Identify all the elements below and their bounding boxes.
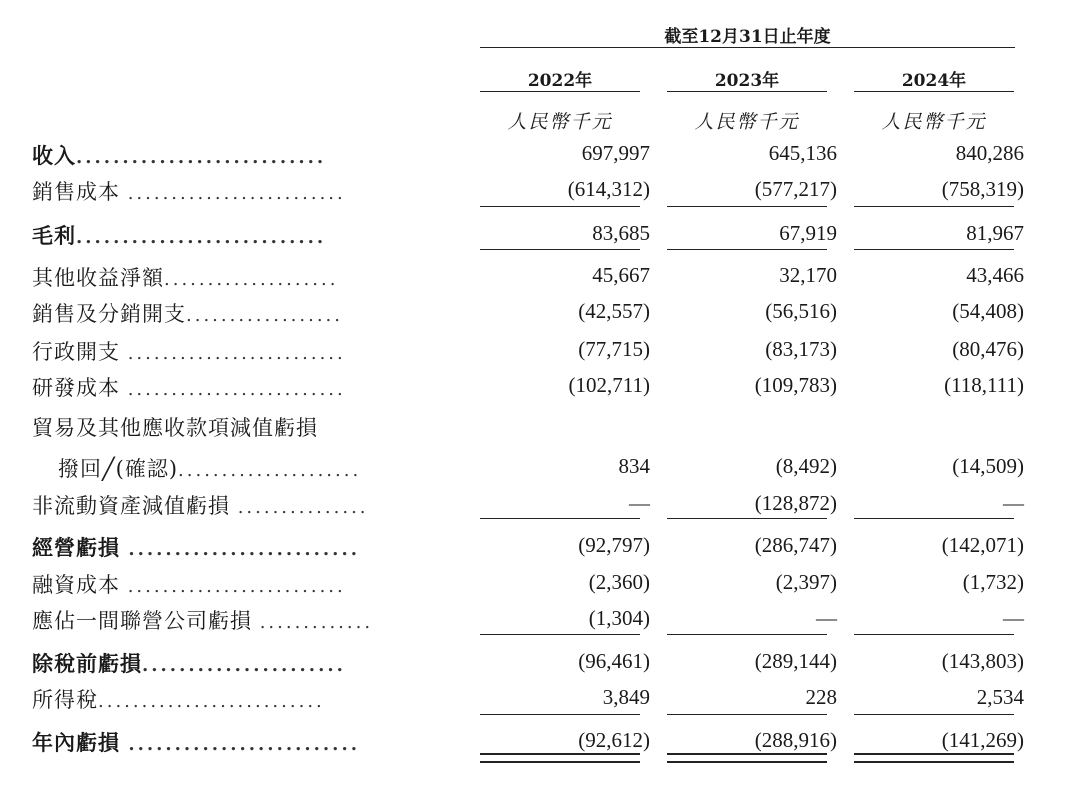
row-value: — [816, 606, 837, 630]
subtotal-rule [480, 634, 640, 635]
row-value: 83,685 [592, 221, 650, 245]
row-label-revenue: 收入........................... [32, 143, 327, 168]
row-value: 840,286 [955, 141, 1024, 165]
total-double-rule [480, 753, 640, 763]
row-label-noncurrent-impairment: 非流動資產減值虧損 ............... [32, 494, 369, 518]
row-value: (14,509) [952, 454, 1024, 478]
row-label-cost-of-sales: 銷售成本 ......................... [32, 180, 346, 204]
row-label-finance-costs: 融資成本 ......................... [32, 573, 346, 597]
row-value: (109,783) [754, 373, 837, 397]
unit-2023: 人民幣千元 [694, 111, 800, 133]
year-rule-2023 [667, 91, 827, 92]
unit-2024: 人民幣千元 [881, 111, 987, 133]
row-value: (80,476) [952, 337, 1024, 361]
subtotal-rule [854, 518, 1014, 519]
row-value: 697,997 [581, 141, 650, 165]
row-value: (128,872) [754, 491, 837, 515]
row-value: 32,170 [779, 263, 837, 287]
row-value: (289,144) [754, 649, 837, 673]
year-rule-2022 [480, 91, 640, 92]
row-value: — [629, 491, 650, 515]
row-value: 3,849 [602, 685, 650, 709]
year-2024: 2024年 [901, 71, 967, 91]
row-value: (142,071) [941, 533, 1024, 557]
row-value: 67,919 [779, 221, 837, 245]
row-value: (577,217) [754, 177, 837, 201]
row-value: (8,492) [775, 454, 837, 478]
subtotal-rule [854, 634, 1014, 635]
row-label-gross-profit: 毛利........................... [32, 223, 327, 248]
row-value: 228 [805, 685, 837, 709]
row-value: (92,797) [578, 533, 650, 557]
row-value: (2,360) [588, 570, 650, 594]
row-label-selling-expenses: 銷售及分銷開支.................. [32, 302, 343, 326]
period-header: 截至12月31日止年度 [664, 27, 831, 47]
row-label-rd-costs: 研發成本 ......................... [32, 376, 346, 400]
row-label-admin-expenses: 行政開支 ......................... [32, 340, 346, 364]
subtotal-rule [854, 249, 1014, 250]
row-value: (56,516) [765, 299, 837, 323]
subtotal-rule [480, 206, 640, 207]
year-rule-2024 [854, 91, 1014, 92]
row-value: — [1003, 606, 1024, 630]
row-value: (1,304) [588, 606, 650, 630]
row-value: 834 [618, 454, 650, 478]
subtotal-rule [667, 714, 827, 715]
row-value: (286,747) [754, 533, 837, 557]
row-value: (758,319) [941, 177, 1024, 201]
subtotal-rule [667, 634, 827, 635]
row-label-income-tax: 所得稅.......................... [32, 688, 325, 712]
subtotal-rule [854, 206, 1014, 207]
row-value: (141,269) [941, 728, 1024, 752]
row-value: (2,397) [775, 570, 837, 594]
subtotal-rule [667, 518, 827, 519]
row-value: 43,466 [966, 263, 1024, 287]
row-value: (54,408) [952, 299, 1024, 323]
year-2022: 2022年 [527, 71, 593, 91]
year-2023: 2023年 [714, 71, 780, 91]
subtotal-rule [667, 249, 827, 250]
unit-2022: 人民幣千元 [507, 111, 613, 133]
row-value: 45,667 [592, 263, 650, 287]
row-value: 81,967 [966, 221, 1024, 245]
row-label-share-of-associate-loss: 應佔一間聯營公司虧損 ............. [32, 609, 374, 633]
subtotal-rule [667, 206, 827, 207]
subtotal-rule [480, 249, 640, 250]
row-label-impairment-receivables: 貿易及其他應收款項減值虧損 [32, 416, 318, 440]
total-double-rule [854, 753, 1014, 763]
row-value: (96,461) [578, 649, 650, 673]
row-value: 2,534 [976, 685, 1024, 709]
row-label-operating-loss: 經營虧損 ......................... [32, 535, 360, 560]
row-value: (102,711) [568, 373, 650, 397]
total-double-rule [667, 753, 827, 763]
row-value: 645,136 [768, 141, 837, 165]
row-value: (118,111) [944, 373, 1024, 397]
row-value: (614,312) [567, 177, 650, 201]
row-value: (42,557) [578, 299, 650, 323]
row-value: (143,803) [941, 649, 1024, 673]
subtotal-rule [480, 518, 640, 519]
row-value: — [1003, 491, 1024, 515]
row-value: (77,715) [578, 337, 650, 361]
row-value: (92,612) [578, 728, 650, 752]
subtotal-rule [854, 714, 1014, 715]
row-value: (83,173) [765, 337, 837, 361]
subtotal-rule [480, 714, 640, 715]
row-label-loss-before-tax: 除稅前虧損...................... [32, 651, 346, 676]
row-label-other-gains: 其他收益淨額.................... [32, 266, 339, 290]
row-label-loss-for-year: 年內虧損 ......................... [32, 730, 360, 755]
period-rule [480, 47, 1015, 48]
row-value: (1,732) [962, 570, 1024, 594]
row-label-reversal-recognition: 撥回╱(確認)..................... [58, 457, 362, 481]
row-value: (288,916) [754, 728, 837, 752]
